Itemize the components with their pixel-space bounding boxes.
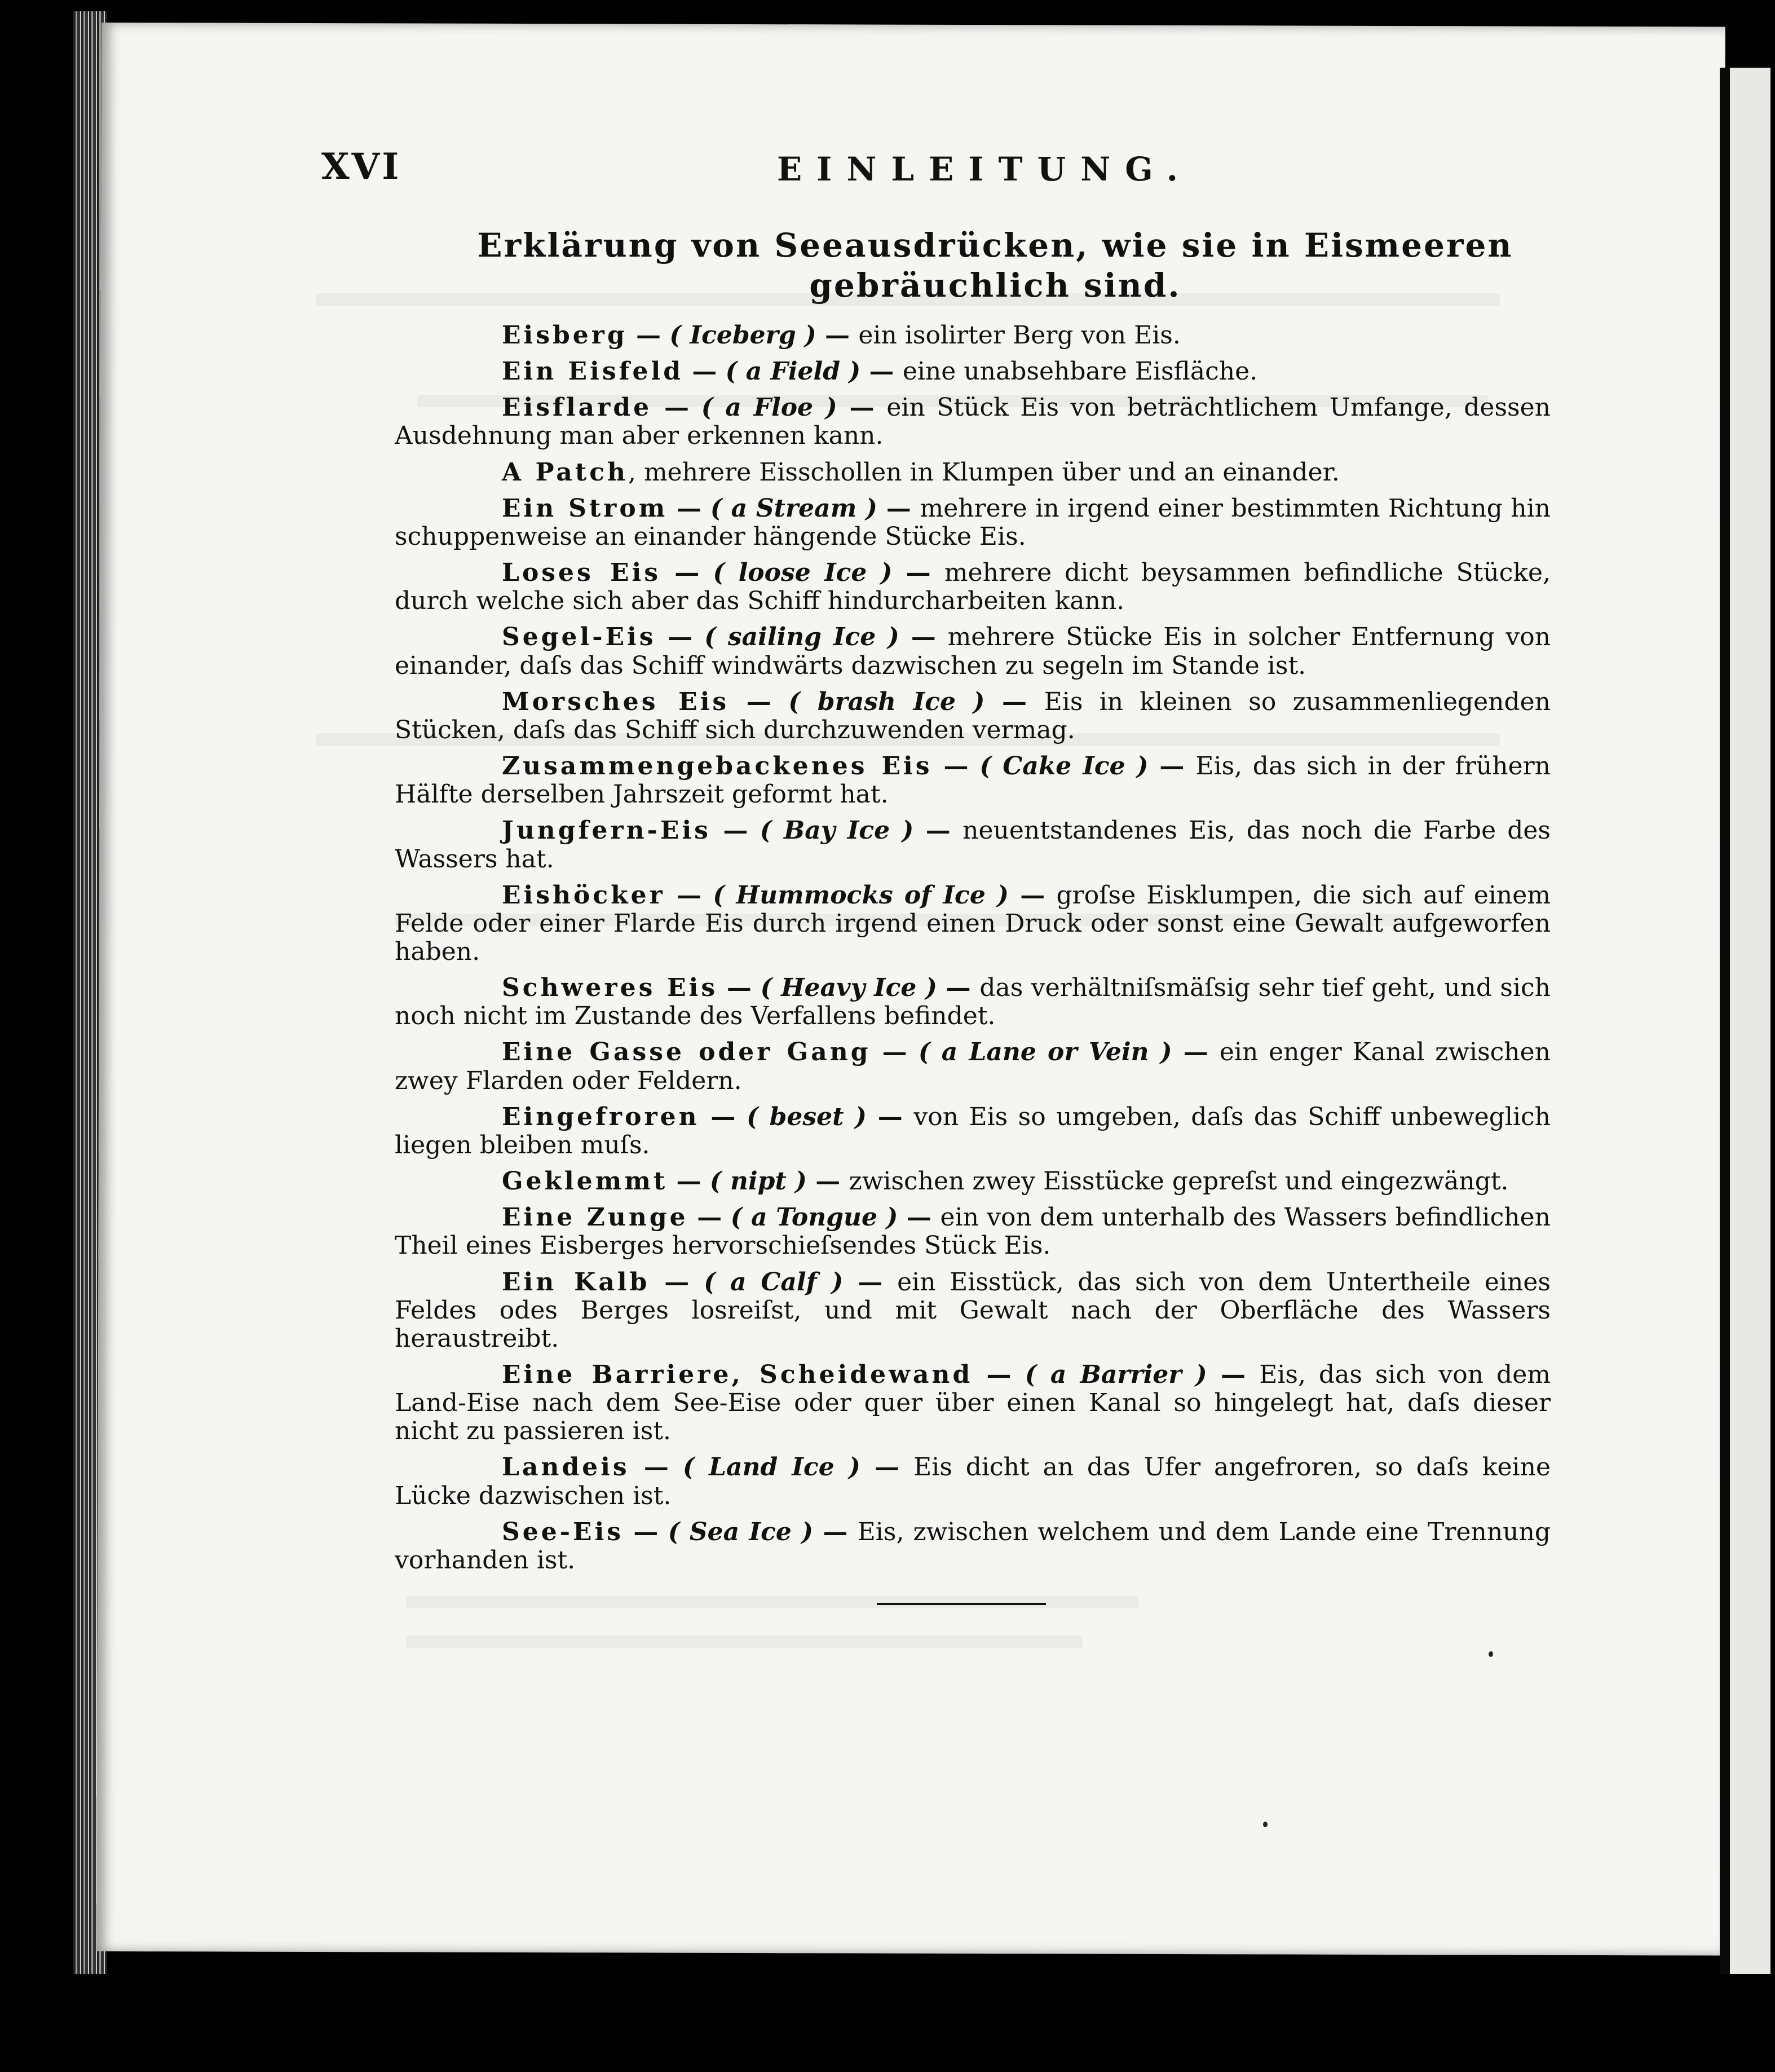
glossary-term: Morsches Eis — [502, 687, 730, 716]
em-dash: — — [1172, 1038, 1220, 1067]
em-dash: — — [1207, 1360, 1260, 1389]
bleed-through — [406, 1596, 1139, 1608]
glossary-term: Jungfern-Eis — [502, 816, 711, 845]
english-term: ( a Tongue ) — [730, 1203, 898, 1232]
glossary-term: Schweres Eis — [502, 973, 718, 1003]
english-term: ( Heavy Ice ) — [760, 973, 937, 1003]
english-term: ( a Barrier ) — [1025, 1360, 1207, 1389]
glossary-entry — [395, 1203, 1551, 1260]
glossary-definition: ein von dem unterhalb des Wassers befindlichen Theil eines Eisberges hervorschieſsendes Stück Eis. — [395, 1203, 1551, 1260]
glossary-entry — [395, 1268, 1551, 1353]
glossary-definition: mehrere in irgend einer bestimmten Richtung hin schuppenweise an einander hängende Stücke Eis. — [395, 493, 1551, 551]
english-term: ( Hummocks of Ice ) — [713, 880, 1009, 910]
glossary-definition: ein Eisstück, das sich von dem Untertheile eines Feldes odes Berges losreiſst, und mit Gewalt nach der Oberfläche des Wassers heraustreibt. — [395, 1267, 1551, 1353]
glossary-term: Eingefroren — [502, 1102, 700, 1131]
closing-rule — [877, 1603, 1046, 1605]
glossary-definition: Eis, das sich in der frühern Hälfte derselben Jahrszeit geformt hat. — [395, 752, 1551, 809]
glossary-entry — [395, 459, 1551, 487]
ink-speck — [1263, 1822, 1268, 1827]
section-title: Erklärung von Seeausdrücken, wie sie in Eismeeren gebräuchlich sind. — [477, 226, 1513, 305]
glossary-entry — [395, 752, 1551, 809]
glossary-entry — [395, 1361, 1551, 1445]
glossary-term: Geklemmt — [502, 1167, 668, 1196]
glossary-term: Zusammengebackenes Eis — [502, 752, 933, 781]
glossary-term: Segel-Eis — [502, 623, 656, 652]
glossary-term: Landeis — [502, 1453, 630, 1482]
em-dash: — — [688, 1203, 731, 1232]
glossary-definition: das verhältniſsmäſsig sehr tief geht, und sich noch nicht im Zustande des Verfallens befindet. — [395, 973, 1551, 1031]
em-dash: — — [816, 321, 859, 350]
glossary-entry — [395, 358, 1551, 386]
glossary-entry — [395, 974, 1551, 1030]
glossary-definition: groſse Eisklumpen, die sich auf einem Felde oder einer Flarde Eis durch irgend einen Druck oder sonst eine Gewalt aufgeworfen haben. — [395, 880, 1551, 966]
glossary-term: Eine Zunge — [502, 1203, 688, 1232]
ink-speck — [1489, 1651, 1493, 1657]
glossary-definition: mehrere Stücke Eis in solcher Entfernung von einander, daſs das Schiff windwärts dazwischen zu segeln im Stande ist. — [395, 623, 1551, 680]
glossary-definition: Eis, das sich von dem Land-Eise nach dem See-Eise oder quer über einen Kanal so hingelegt hat, daſs dieser nicht zu passieren ist. — [395, 1360, 1551, 1446]
em-dash: — — [806, 1167, 849, 1196]
em-dash: — — [871, 1038, 919, 1067]
glossary-entry — [395, 321, 1551, 350]
em-dash: — — [699, 1102, 747, 1131]
glossary-entry — [395, 688, 1551, 744]
em-dash: — — [937, 973, 980, 1003]
glossary-term: See-Eis — [502, 1517, 624, 1546]
em-dash: — — [843, 1267, 898, 1297]
em-dash: — — [877, 493, 920, 523]
english-term: ( a Field ) — [725, 357, 861, 386]
glossary-term: Eine Gasse oder Gang — [502, 1038, 871, 1067]
english-term: ( a Stream ) — [710, 493, 877, 523]
glossary-definition: neuentstandenes Eis, das noch die Farbe des Wassers hat. — [395, 816, 1551, 874]
em-dash: — — [860, 357, 903, 386]
em-dash: — — [650, 1267, 704, 1297]
em-dash: — — [1148, 752, 1196, 781]
glossary-entry — [395, 495, 1551, 551]
english-term: ( Bay Ice ) — [760, 816, 914, 845]
glossary-definition: zwischen zwey Eisstücke gepreſst und eingezwängt. — [849, 1167, 1509, 1196]
em-dash: — — [892, 558, 944, 588]
em-dash: — — [984, 687, 1044, 716]
em-dash: — — [898, 1203, 941, 1232]
em-dash: — — [860, 1453, 914, 1482]
glossary-entry — [395, 394, 1551, 450]
page-number: XVI — [321, 146, 401, 188]
glossary-definition: ein isolirter Berg von Eis. — [858, 321, 1181, 350]
em-dash: — — [866, 1102, 914, 1131]
em-dash: — — [899, 623, 948, 652]
page-header — [321, 146, 1280, 196]
glossary-definition: eine unabsehbare Eisfläche. — [902, 357, 1258, 386]
glossary-entry — [395, 623, 1551, 680]
glossary-term: A Patch — [502, 457, 628, 487]
glossary-definition: von Eis so umgeben, daſs das Schiff unbeweglich liegen bleiben muſs. — [395, 1102, 1551, 1160]
em-dash: — — [624, 1517, 668, 1546]
english-term: ( brash Ice ) — [788, 687, 985, 716]
em-dash: — — [837, 393, 887, 422]
glossary-term: Ein Eisfeld — [502, 357, 683, 386]
em-dash: — — [729, 687, 789, 716]
english-term: ( a Floe ) — [701, 393, 837, 422]
em-dash: — — [629, 1453, 683, 1482]
glossary-entry — [395, 1103, 1551, 1160]
glossary-list — [395, 321, 1551, 1582]
em-dash: — — [973, 1360, 1025, 1389]
em-dash: — — [710, 816, 760, 845]
english-term: ( beset ) — [747, 1102, 867, 1131]
glossary-definition: mehrere dicht beysammen befindliche Stücke, durch welche sich aber das Schiff hindurcharbeiten kann. — [395, 558, 1551, 616]
glossary-entry — [395, 881, 1551, 966]
running-title: EINLEITUNG. — [777, 150, 1193, 188]
glossary-entry — [395, 1167, 1551, 1196]
english-term: ( Iceberg ) — [669, 321, 816, 350]
glossary-entry — [395, 1038, 1551, 1095]
glossary-definition: Eis, zwischen welchem und dem Lande eine Trennung vorhanden ist. — [395, 1517, 1551, 1575]
glossary-definition: ein enger Kanal zwischen zwey Flarden oder Feldern. — [395, 1038, 1551, 1095]
glossary-entry — [395, 559, 1551, 615]
em-dash: — — [668, 1167, 710, 1196]
glossary-definition: Eis in kleinen so zusammenliegenden Stücken, daſs das Schiff sich durchzuwenden vermag. — [395, 687, 1551, 744]
em-dash: — — [813, 1517, 858, 1546]
em-dash: — — [652, 393, 701, 422]
em-dash: — — [656, 623, 705, 652]
em-dash: — — [668, 493, 710, 523]
glossary-term: Eine Barriere, Scheidewand — [502, 1360, 973, 1389]
english-term: ( Cake Ice ) — [979, 752, 1149, 781]
glossary-entry — [395, 817, 1551, 873]
glossary-definition: , mehrere Eisschollen in Klumpen über und an einander. — [628, 457, 1340, 487]
em-dash: — — [932, 752, 980, 781]
glossary-term: Ein Strom — [502, 493, 668, 523]
em-dash: — — [661, 558, 713, 588]
english-term: ( Sea Ice ) — [668, 1517, 814, 1546]
glossary-definition: Eis dicht an das Ufer angefroren, so daſs keine Lücke dazwischen ist. — [395, 1453, 1551, 1510]
glossary-term: Loses Eis — [502, 558, 661, 588]
glossary-definition: ein Stück Eis von beträchtlichem Umfange, dessen Ausdehnung man aber erkennen kann. — [395, 393, 1551, 451]
em-dash: — — [683, 357, 726, 386]
english-term: ( nipt ) — [709, 1167, 807, 1196]
english-term: ( a Calf ) — [704, 1267, 844, 1297]
em-dash: — — [627, 321, 670, 350]
em-dash: — — [718, 973, 761, 1003]
em-dash: — — [1008, 880, 1057, 910]
facing-page-edge — [1720, 68, 1770, 1974]
bleed-through — [406, 1635, 1083, 1648]
glossary-term: Eisflarde — [502, 393, 652, 422]
glossary-entry — [395, 1518, 1551, 1575]
english-term: ( a Lane or Vein ) — [918, 1038, 1172, 1067]
english-term: ( sailing Ice ) — [704, 623, 899, 652]
em-dash: — — [665, 880, 713, 910]
glossary-term: Ein Kalb — [502, 1267, 650, 1297]
glossary-term: Eisberg — [502, 321, 628, 350]
glossary-entry — [395, 1453, 1551, 1510]
english-term: ( Land Ice ) — [683, 1453, 860, 1482]
em-dash: — — [913, 816, 963, 845]
glossary-term: Eishöcker — [502, 880, 665, 910]
english-term: ( loose Ice ) — [713, 558, 893, 588]
